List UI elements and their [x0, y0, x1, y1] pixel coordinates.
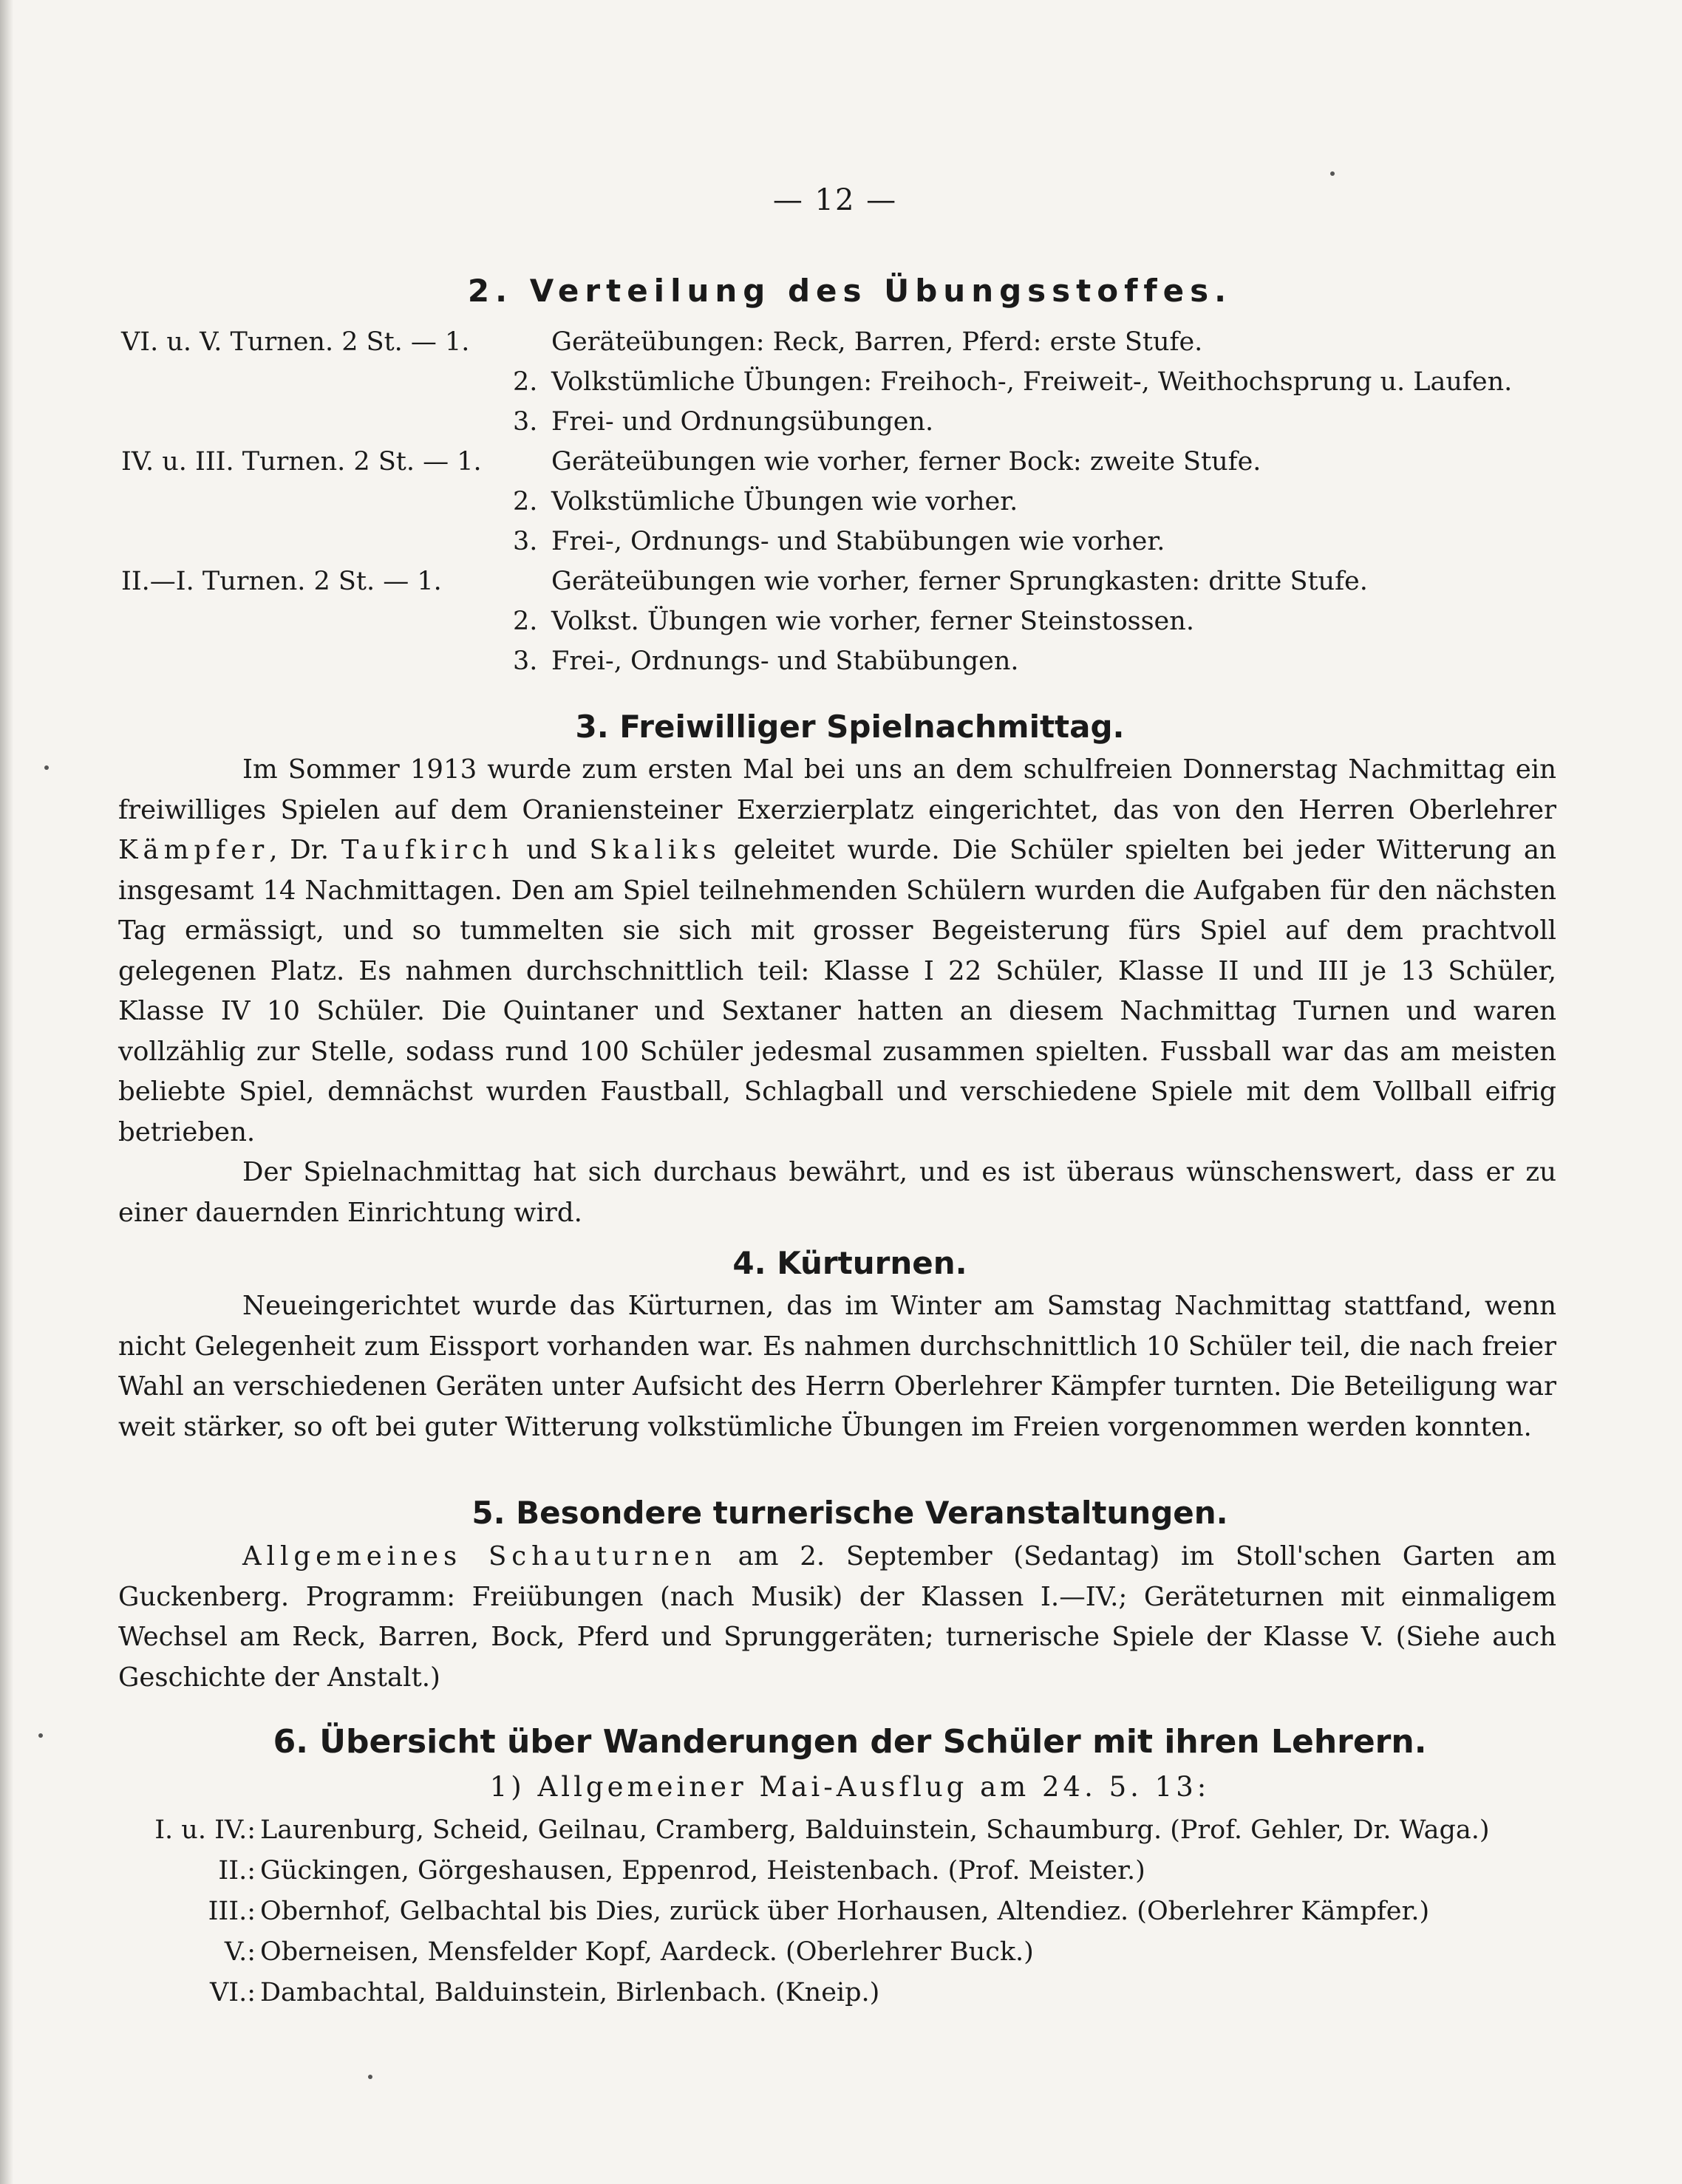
- section-3-heading: 3. Freiwilliger Spielnachmittag.: [575, 709, 1125, 745]
- excursion-route: Dambachtal, Balduinstein, Birlenbach. (Kneip.): [260, 1978, 880, 2007]
- section-4-paragraph: Neueingerichtet wurde das Kürturnen, das im Winter am Samstag Nachmittag stattfand, wenn nicht Gelegenheit zum Eissport vorhanden war. Es nahmen durchschnittlich 10 Schüler teil, die nach freier Wahl an verschiedenen Geräten unter Aufsicht des Herrn Oberlehrer Kämpfer turnten. Die Beteiligung war weit stärker, so oft bei guter Witterung volkstümliche Übungen im Freien vorgenommen werden konnten.: [118, 1291, 1556, 1442]
- excursion-class: I. u. IV.:: [154, 1815, 256, 1845]
- section-6-subheading: [111, 1767, 1589, 1807]
- excursion-row: [0, 1810, 1682, 1850]
- schedule-label: VI. u. V. Turnen. 2 St. — 1.: [121, 327, 470, 357]
- paragraph-text: am 2. September (Sedantag) im Stoll'schen Garten am Guckenberg. Programm: Freiübungen (nach Musik) der Klassen I.—IV.; Geräteturnen mit einmaligem Wechsel am Reck, Barren, Bock, Pferd und Sprunggeräten; turnerische Spiele der Klasse V. (Siehe auch Geschichte der Anstalt.): [118, 1541, 1556, 1693]
- schedule-text: Frei-, Ordnungs- und Stabübungen.: [551, 646, 1019, 676]
- schedule-text: Frei- und Ordnungsübungen.: [551, 407, 934, 437]
- schedule-label: 2.: [513, 487, 538, 516]
- schedule-text: Volkst. Übungen wie vorher, ferner Steinstossen.: [551, 607, 1194, 636]
- paragraph-text: Im Sommer 1913 wurde zum ersten Mal bei uns an dem schulfreien Donnerstag Nachmittag ein freiwilliges Spielen auf dem Oraniensteiner Exerzierplatz eingerichtet, das von den Herren Oberlehrer: [118, 754, 1556, 825]
- schedule-label: 3.: [513, 646, 538, 676]
- excursion-row: [0, 1891, 1682, 1931]
- paragraph-text: geleitet wurde. Die Schüler spielten bei jeder Witterung an insgesamt 14 Nachmittagen. Den am Spiel teilnehmenden Schülern wurden die Aufgaben für den nächsten Tag ermässigt, und so tummelten sie sich mit grosser Begeisterung fürs Spiel auf dem prachtvoll gelegenen Platz. Es nahmen durchschnittlich teil: Klasse I 22 Schüler, Klasse II und III je 13 Schüler, Klasse IV 10 Schüler. Die Quintaner und Sextaner hatten an diesem Nachmittag Turnen und waren vollzählig zur Stelle, sodass rund 100 Schüler jedesmal zusammen spielten. Fussball war das am meisten beliebte Spiel, demnächst wurden Faustball, Schlagball und verschiedene Spiele mit dem Vollball eifrig betrieben.: [118, 835, 1556, 1147]
- scan-speck: [38, 1733, 43, 1738]
- schedule-label: II.—I. Turnen. 2 St. — 1.: [121, 567, 442, 596]
- section-5-heading: 5. Besondere turnerische Veranstaltungen.: [471, 1495, 1228, 1531]
- page-number: — 12 —: [772, 183, 898, 217]
- schedule-label: 3.: [513, 527, 538, 556]
- scan-speck: [44, 765, 49, 770]
- excursion-row: [0, 1932, 1682, 1972]
- subheading-title: Allgemeiner Mai-Ausflug: [537, 1771, 968, 1803]
- section-5-paragraph: [118, 1537, 1556, 1698]
- subheading-number: 1): [489, 1771, 525, 1803]
- scan-speck: [368, 2075, 372, 2079]
- excursion-class: VI.:: [209, 1978, 256, 2007]
- schedule-text: Geräteübungen wie vorher, ferner Bock: zweite Stufe.: [551, 447, 1262, 477]
- paragraph-text: , Dr.: [269, 835, 330, 865]
- event-name: Allgemeines Schauturnen: [242, 1541, 717, 1572]
- schedule-text: Geräteübungen: Reck, Barren, Pferd: erste Stufe.: [551, 327, 1203, 357]
- schedule-label: 2.: [513, 607, 538, 636]
- excursion-route: Obernhof, Gelbachtal bis Dies, zurück über Horhausen, Altendiez. (Oberlehrer Kämpfer.): [260, 1897, 1430, 1926]
- section-4-heading: 4. Kürturnen.: [732, 1245, 967, 1281]
- excursion-route: Laurenburg, Scheid, Geilnau, Cramberg, Balduinstein, Schaumburg. (Prof. Gehler, Dr. Waga.): [260, 1815, 1490, 1845]
- excursion-row: [0, 1851, 1682, 1891]
- teacher-name: Kämpfer: [118, 835, 270, 865]
- teacher-name: Skaliks: [589, 835, 721, 865]
- paragraph-text: und: [526, 835, 577, 865]
- excursion-route: Gückingen, Görgeshausen, Eppenrod, Heistenbach. (Prof. Meister.): [260, 1856, 1145, 1886]
- excursion-class: II.:: [218, 1856, 256, 1886]
- teacher-name: Taufkirch: [341, 835, 514, 865]
- schedule-text: Volkstümliche Übungen wie vorher.: [551, 487, 1018, 516]
- excursion-class: III.:: [208, 1897, 256, 1926]
- excursion-route: Oberneisen, Mensfelder Kopf, Aardeck. (Oberlehrer Buck.): [260, 1937, 1034, 1967]
- scan-speck: [1330, 171, 1335, 176]
- subheading-date: am 24. 5. 13:: [980, 1771, 1211, 1803]
- schedule-label: 3.: [513, 407, 538, 437]
- section-6-heading: 6. Übersicht über Wanderungen der Schüler mit ihren Lehrern.: [273, 1723, 1427, 1761]
- section-2-heading: 2. Verteilung des Übungsstoffes.: [467, 273, 1233, 309]
- schedule-text: Frei-, Ordnungs- und Stabübungen wie vorher.: [551, 527, 1165, 556]
- schedule-text: Volkstümliche Übungen: Freihoch-, Freiweit-, Weithochsprung u. Laufen.: [551, 367, 1513, 397]
- schedule-label: 2.: [513, 367, 538, 397]
- excursion-row: [0, 1973, 1682, 2013]
- section-3-paragraph-2: Der Spielnachmittag hat sich durchaus bewährt, und es ist überaus wünschenswert, dass er zu einer dauernden Einrichtung wird.: [118, 1157, 1556, 1228]
- excursion-class: V.:: [224, 1937, 256, 1967]
- schedule-label: IV. u. III. Turnen. 2 St. — 1.: [121, 447, 482, 477]
- section-3-paragraph-1: [118, 750, 1556, 1153]
- schedule-text: Geräteübungen wie vorher, ferner Sprungkasten: dritte Stufe.: [551, 567, 1368, 596]
